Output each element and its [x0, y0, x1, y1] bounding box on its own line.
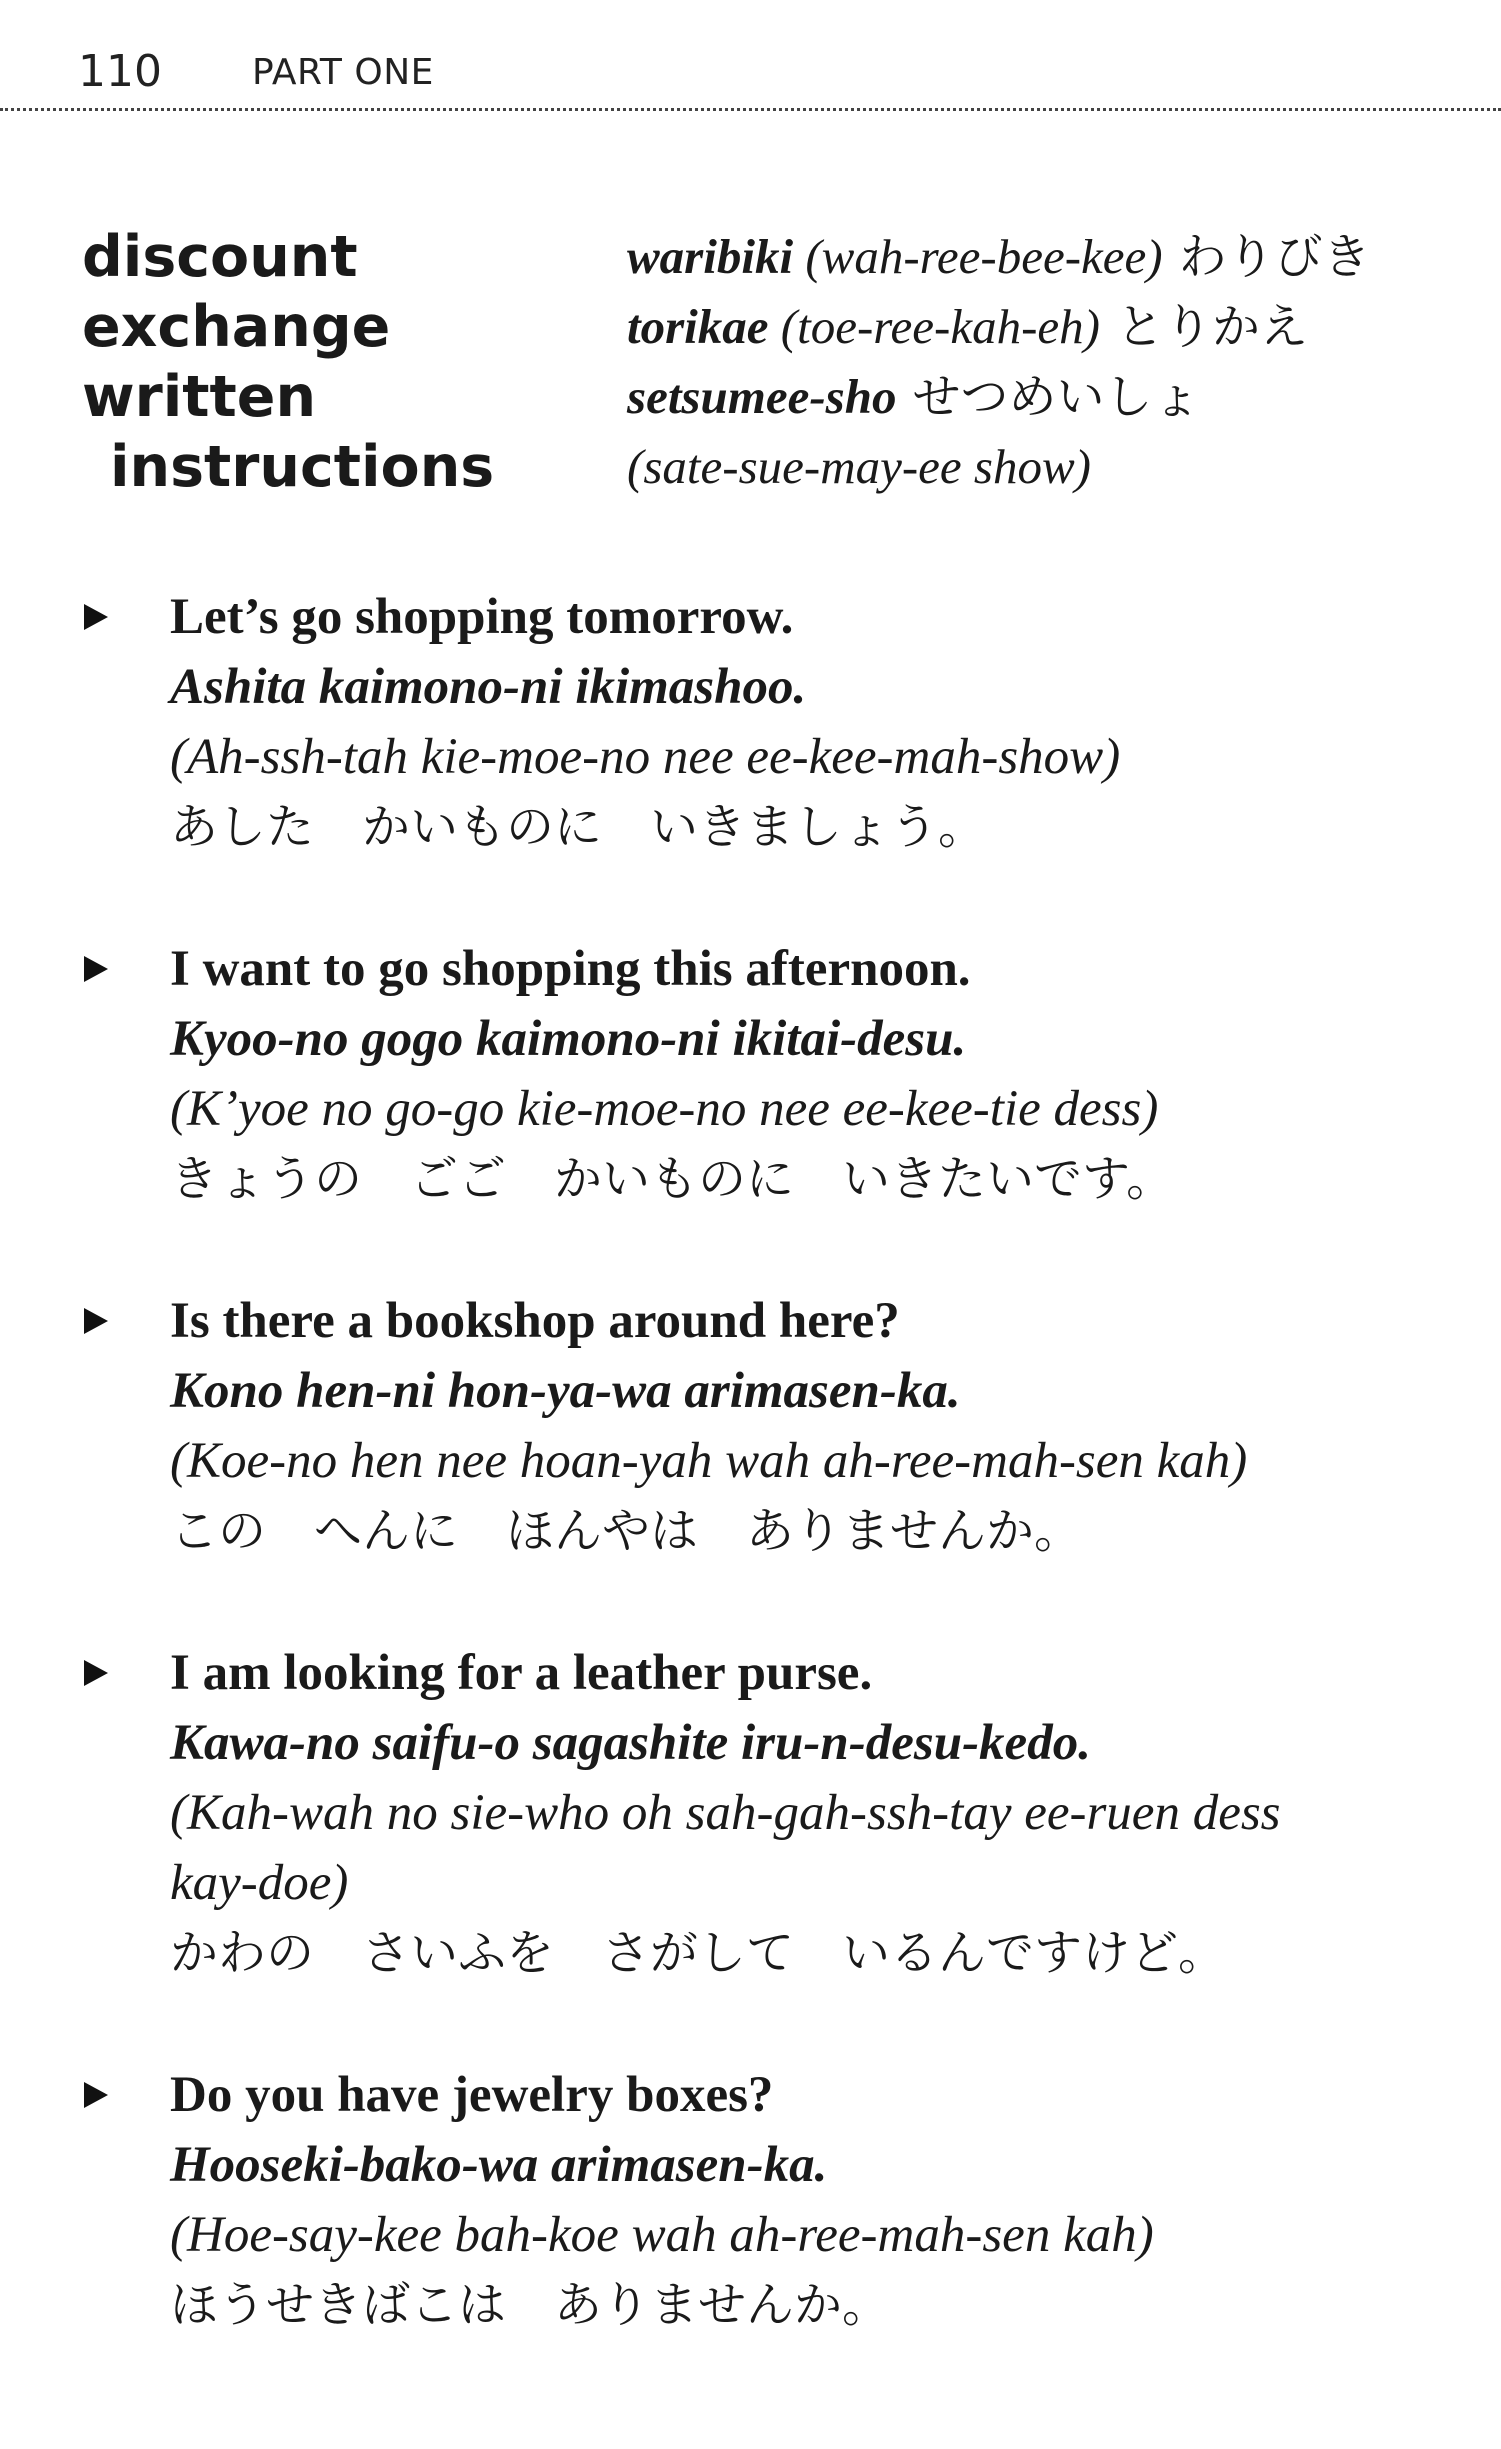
vocab-pronunciation: (toe-ree-kah-eh): [780, 299, 1100, 354]
vocab-definition: [627, 292, 1308, 362]
vocab-romaji: waribiki: [627, 229, 794, 284]
bullet-triangle-icon: [84, 2082, 108, 2108]
vocab-japanese: とりかえ: [1116, 299, 1309, 355]
phrase-pronunciation: (Koe-no hen nee hoan-yah wah ah-ree-mah-sen kah): [170, 1433, 1248, 1489]
vocab-definition: [627, 222, 1371, 292]
phrase-lines: [170, 1638, 1281, 1988]
phrase-romaji: Kawa-no saifu-o sagashite iru-n-desu-kedo.: [170, 1715, 1091, 1771]
vocab-term: written: [82, 364, 317, 430]
phrase-pronunciation: (Kah-wah no sie-who oh sah-gah-ssh-tay ee-ruen dess: [170, 1785, 1281, 1841]
vocab-entry: [82, 292, 1482, 362]
phrase-romaji: Ashita kaimono-ni ikimashoo.: [170, 659, 807, 715]
phrase-english: I want to go shopping this afternoon.: [170, 941, 971, 997]
vocab-entry: [82, 222, 1482, 292]
phrase-english: Let’s go shopping tomorrow.: [170, 589, 794, 645]
phrase-pronunciation: (Ah-ssh-tah kie-moe-no nee ee-kee-mah-show): [170, 729, 1121, 785]
phrase-japanese: この へんに ほんやは ありませんか。: [170, 1503, 1083, 1559]
phrase-romaji: Hooseki-bako-wa arimasen-ka.: [170, 2137, 828, 2193]
phrase-japanese: ほうせきばこは ありませんか。: [170, 2277, 891, 2333]
phrase-lines: [170, 582, 1120, 862]
vocabulary-list: [82, 222, 1482, 502]
vocab-japanese: せつめいしょ: [912, 369, 1201, 425]
vocab-japanese: わりびき: [1178, 229, 1371, 285]
vocab-pronunciation: (sate-sue-may-ee show): [627, 439, 1091, 494]
vocab-term: exchange: [82, 294, 391, 360]
phrase-pronunciation-continued: kay-doe): [170, 1855, 349, 1911]
bullet-triangle-icon: [84, 1660, 108, 1686]
bullet-triangle-icon: [84, 956, 108, 982]
phrase-romaji: Kyoo-no gogo kaimono-ni ikitai-desu.: [170, 1011, 967, 1067]
phrase-english: I am looking for a leather purse.: [170, 1645, 873, 1701]
vocab-pronunciation: (wah-ree-bee-kee): [805, 229, 1163, 284]
phrase-lines: [170, 934, 1174, 1214]
phrase-english: Do you have jewelry boxes?: [170, 2067, 774, 2123]
phrase-lines: [170, 1286, 1247, 1566]
phrase-pronunciation: (K’yoe no go-go kie-moe-no nee ee-kee-tie dess): [170, 1081, 1159, 1137]
bullet-triangle-icon: [84, 1308, 108, 1334]
phrase-japanese: あした かいものに いきましょう。: [170, 799, 987, 855]
bullet-triangle-icon: [84, 604, 108, 630]
phrase-japanese: きょうの ごご かいものに いきたいです。: [170, 1151, 1175, 1207]
vocab-romaji: torikae: [627, 299, 769, 354]
page-number: 110: [78, 46, 162, 97]
phrase-romaji: Kono hen-ni hon-ya-wa arimasen-ka.: [170, 1363, 961, 1419]
vocab-entry: [82, 362, 1482, 432]
vocab-entry: [82, 432, 1482, 502]
phrase-lines: [170, 2060, 1154, 2340]
page-header: [0, 36, 1501, 110]
phrase-english: Is there a bookshop around here?: [170, 1293, 900, 1349]
vocab-definition: [627, 432, 1091, 502]
header-dotted-rule: [0, 108, 1501, 111]
section-title: PART ONE: [252, 52, 434, 93]
vocab-term: discount: [82, 224, 358, 290]
vocab-romaji: setsumee-sho: [627, 369, 897, 424]
phrase-pronunciation: (Hoe-say-kee bah-koe wah ah-ree-mah-sen kah): [170, 2207, 1154, 2263]
phrase-japanese: かわの さいふを さがして いるんですけど。: [170, 1925, 1227, 1981]
vocab-definition: [627, 362, 1201, 432]
vocab-term: instructions: [110, 434, 495, 500]
